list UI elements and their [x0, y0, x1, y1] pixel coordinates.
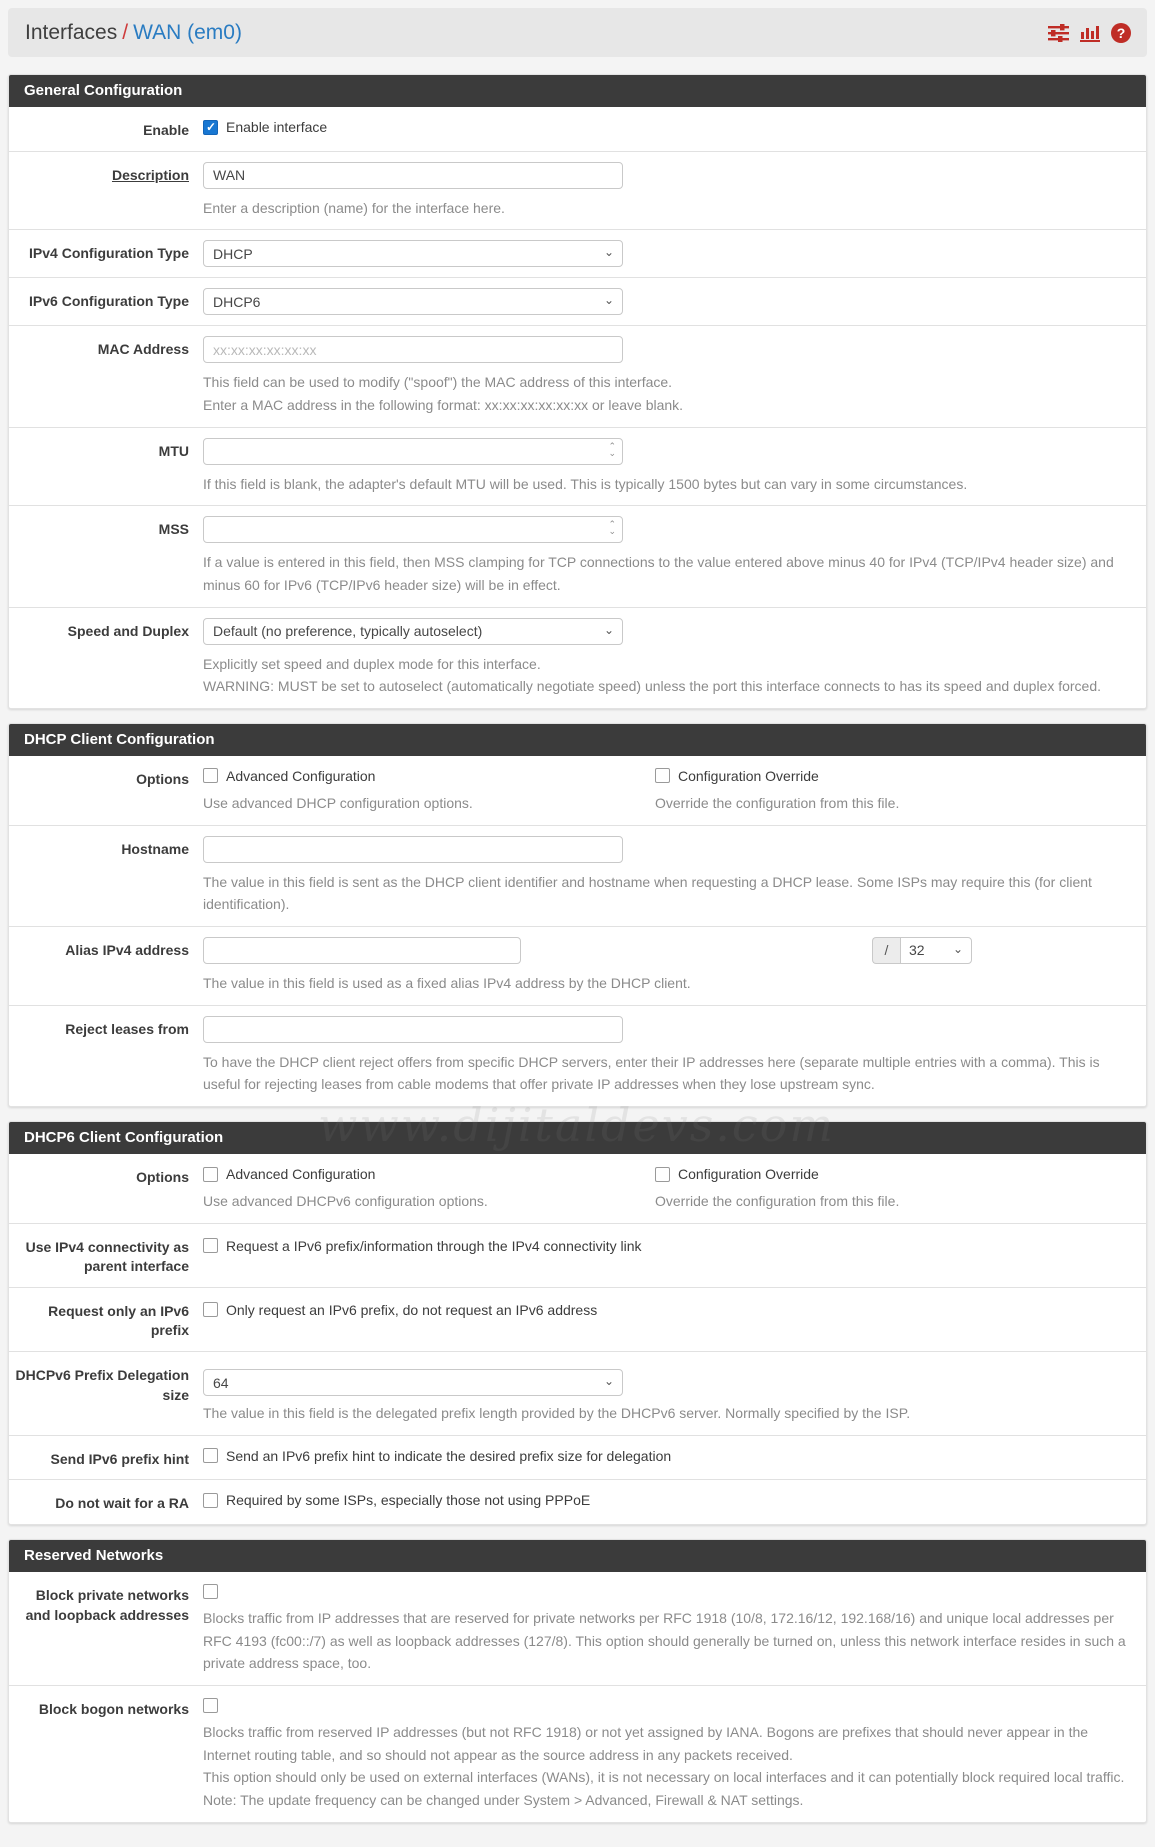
ipv4-parent-checkbox[interactable]: [203, 1238, 218, 1253]
mac-address-label: MAC Address: [97, 341, 189, 358]
row-ipv6-configuration-type: [9, 278, 1146, 326]
speed-duplex-help: Explicitly set speed and duplex mode for this interface. WARNING: MUST be set to autoselect (automatically negotiate speed) unless the port this interface connects to has its speed and duplex forced.: [203, 655, 1102, 695]
send-prefix-hint-checkbox[interactable]: [203, 1448, 218, 1463]
row-request-prefix-only: [9, 1288, 1146, 1352]
bar-chart-icon[interactable]: [1080, 24, 1100, 42]
dhcp6-options-label: Options: [136, 1169, 189, 1185]
reject-leases-help: To have the DHCP client reject offers from specific DHCP servers, enter their IP addresses here (separate multiple entries with a comma). This is useful for rejecting leases from cable modems that offer private IP addresses when they lose upstream sync.: [203, 1053, 1100, 1093]
panel-title: DHCP Client Configuration: [9, 724, 1146, 756]
ipv4-parent-checkbox-label: Request a IPv6 prefix/information through the IPv4 connectivity link: [226, 1237, 642, 1254]
row-mss: [9, 506, 1146, 607]
request-prefix-only-checkbox[interactable]: [203, 1302, 218, 1317]
do-not-wait-ra-checkbox[interactable]: [203, 1493, 218, 1508]
dhcp6-advanced-configuration-checkbox[interactable]: [203, 1167, 218, 1182]
send-prefix-hint-label: Send IPv6 prefix hint: [50, 1450, 189, 1467]
alias-ipv4-label: Alias IPv4 address: [65, 941, 189, 958]
number-spinner-icon[interactable]: [608, 442, 616, 458]
alias-ipv4-help: The value in this field is used as a fixed alias IPv4 address by the DHCP client.: [203, 974, 691, 991]
breadcrumb-text: [25, 21, 242, 45]
breadcrumb-section[interactable]: Interfaces: [25, 20, 118, 44]
hostname-input[interactable]: [203, 836, 623, 863]
speed-duplex-label: Speed and Duplex: [67, 622, 189, 639]
block-bogon-label: Block bogon networks: [38, 1700, 189, 1717]
row-send-prefix-hint: [9, 1436, 1146, 1481]
row-speed-duplex: [9, 608, 1146, 708]
configuration-override-checkbox[interactable]: [655, 768, 670, 783]
row-alias-ipv4-address: [9, 927, 1146, 1006]
panel-title: DHCP6 Client Configuration: [9, 1122, 1146, 1154]
hostname-help: The value in this field is sent as the DHCP client identifier and hostname when requesting a DHCP lease. Some ISPs may require this (for client identification).: [203, 873, 1092, 913]
description-label: Description: [111, 166, 189, 183]
row-reject-leases: [9, 1006, 1146, 1106]
dhcp6-advanced-configuration-label: Advanced Configuration: [226, 1166, 376, 1182]
mtu-label: MTU: [158, 442, 189, 459]
hostname-label: Hostname: [121, 840, 189, 857]
send-prefix-hint-checkbox-label: Send an IPv6 prefix hint to indicate the desired prefix size for delegation: [226, 1447, 672, 1464]
sliders-icon[interactable]: [1048, 24, 1069, 42]
mtu-help: If this field is blank, the adapter's default MTU will be used. This is typically 1500 bytes but can vary in some circumstances.: [203, 475, 968, 492]
row-hostname: [9, 826, 1146, 927]
block-private-checkbox[interactable]: [203, 1584, 218, 1599]
row-dhcp6-options: [9, 1154, 1146, 1224]
prefix-delegation-help: The value in this field is the delegated prefix length provided by the DHCPv6 server. Normally specified by the ISP.: [203, 1405, 911, 1422]
mac-address-help: This field can be used to modify ("spoof") the MAC address of this interface. Enter a MAC address in the following format: xx:xx:xx:xx:xx:xx or leave blank.: [203, 374, 684, 413]
panel-title: General Configuration: [9, 75, 1146, 107]
panel-general-configuration: [8, 74, 1147, 709]
panel-title: Reserved Networks: [9, 1540, 1146, 1572]
row-do-not-wait-ra: [9, 1480, 1146, 1524]
do-not-wait-ra-checkbox-label: Required by some ISPs, especially those not using PPPoE: [226, 1492, 591, 1509]
dhcp-options-label: Options: [136, 770, 189, 787]
alias-cidr-group: [872, 937, 972, 964]
advanced-configuration-help: Use advanced DHCP configuration options.: [203, 794, 473, 811]
block-bogon-checkbox[interactable]: [203, 1698, 218, 1713]
cidr-slash-addon: /: [872, 937, 900, 964]
breadcrumb-page: WAN (em0): [133, 20, 242, 44]
dhcp6-configuration-override-label: Configuration Override: [678, 1166, 819, 1182]
help-icon[interactable]: ?: [1111, 23, 1131, 43]
configuration-override-help: Override the configuration from this file.: [655, 794, 900, 811]
dhcp6-configuration-override-help: Override the configuration from this file.: [655, 1193, 900, 1209]
reject-leases-input[interactable]: [203, 1016, 623, 1043]
ipv4-type-select[interactable]: [203, 240, 623, 267]
alias-cidr-select[interactable]: [900, 937, 972, 964]
advanced-configuration-label: Advanced Configuration: [226, 767, 376, 784]
ipv6-type-select[interactable]: [203, 288, 623, 315]
enable-interface-checkbox-label: Enable interface: [226, 119, 328, 135]
configuration-override-label: Configuration Override: [678, 767, 819, 784]
row-mtu: [9, 428, 1146, 507]
description-help: Enter a description (name) for the interface here.: [203, 199, 505, 216]
block-bogon-help: Blocks traffic from reserved IP addresses (but not RFC 1918) or not yet assigned by IANA. Bogons are prefixes that should never appear in the Internet routing table, and so should not appear as the source address in any packets received. This option should only be used on external interfaces (WANs), it is not necessary on local interfaces and it can potentially block required local traffic. Note: The update frequency can be changed under System > Advanced, Firewall & NAT settings.: [203, 1723, 1125, 1808]
row-description: [9, 152, 1146, 231]
do-not-wait-ra-label: Do not wait for a RA: [55, 1495, 189, 1512]
mss-label: MSS: [158, 521, 189, 538]
mtu-input[interactable]: [203, 438, 623, 465]
mss-input[interactable]: [203, 516, 623, 543]
block-private-label: Block private networks and loopback addresses: [25, 1586, 189, 1623]
reject-leases-label: Reject leases from: [65, 1020, 189, 1037]
prefix-delegation-select[interactable]: [203, 1369, 623, 1396]
row-block-bogon-networks: [9, 1686, 1146, 1822]
prefix-delegation-label: DHCPv6 Prefix Delegation size: [15, 1367, 189, 1403]
enable-label: Enable: [143, 122, 189, 138]
breadcrumb: [8, 8, 1147, 57]
request-prefix-only-label: Request only an IPv6 prefix: [48, 1302, 189, 1339]
row-ipv4-parent-interface: [9, 1224, 1146, 1288]
row-mac-address: [9, 326, 1146, 427]
row-block-private-networks: [9, 1572, 1146, 1686]
mac-address-input[interactable]: [203, 336, 623, 363]
row-prefix-delegation-size: [9, 1352, 1146, 1436]
dhcp6-advanced-configuration-help: Use advanced DHCPv6 configuration options.: [203, 1193, 488, 1209]
breadcrumb-separator: /: [122, 20, 129, 44]
row-ipv4-configuration-type: [9, 230, 1146, 278]
panel-dhcp-client-configuration: [8, 723, 1147, 1107]
row-enable: [9, 107, 1146, 152]
block-private-help: Blocks traffic from IP addresses that are reserved for private networks per RFC 1918 (10/8, 172.16/12, 192.168/16) and unique local addresses per RFC 4193 (fc00::/7) as well as loopback addresses (127/8). This option should generally be turned on, unless this network interface resides in such a private address space, too.: [203, 1609, 1126, 1672]
request-prefix-only-checkbox-label: Only request an IPv6 prefix, do not request an IPv6 address: [226, 1301, 598, 1318]
header-action-icons: [1048, 23, 1131, 43]
alias-ipv4-input[interactable]: [203, 937, 521, 964]
ipv4-parent-label: Use IPv4 connectivity as parent interface: [25, 1238, 189, 1275]
enable-interface-checkbox[interactable]: [203, 120, 218, 135]
ipv4-type-label: IPv4 Configuration Type: [29, 245, 189, 262]
number-spinner-icon[interactable]: [608, 520, 616, 536]
speed-duplex-select[interactable]: [203, 618, 623, 645]
mss-help: If a value is entered in this field, then MSS clamping for TCP connections to the value entered above minus 40 for IPv4 (TCP/IPv4 header size) and minus 60 for IPv6 (TCP/IPv6 header size) will be in effect.: [203, 554, 1114, 593]
description-input[interactable]: [203, 162, 623, 189]
advanced-configuration-checkbox[interactable]: [203, 768, 218, 783]
dhcp6-configuration-override-checkbox[interactable]: [655, 1167, 670, 1182]
ipv6-type-label: IPv6 Configuration Type: [29, 293, 189, 310]
panel-dhcp6-client-configuration: [8, 1121, 1147, 1525]
row-dhcp-options: [9, 756, 1146, 826]
